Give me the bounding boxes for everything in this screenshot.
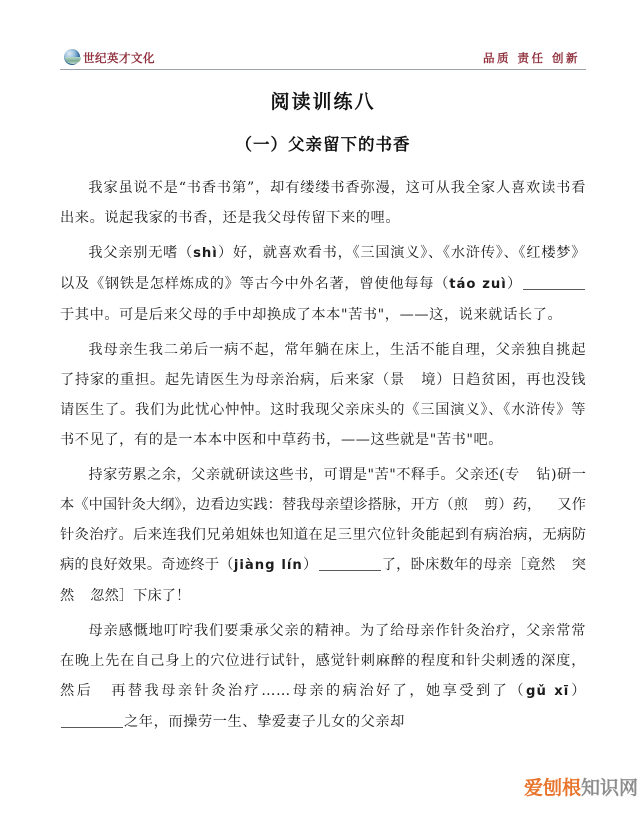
page-header [60,44,586,66]
text-run: ） [569,683,586,699]
text-run: 母亲感慨地叮咛我们要秉承父亲的精神。为了给母亲作针灸治疗，父亲常常在晚上先在自己身上的穴位进行试针，感觉针刺麻醉的程度和针尖刺透的深度，然后 [60,623,586,699]
pinyin-guxi: gǔ xī [526,684,570,699]
fill-in-blank[interactable] [319,570,381,571]
brand-logo [64,49,155,66]
header-divider [60,69,586,70]
site-watermark [524,773,638,800]
text-run: 持家劳累之余，父亲就研读这些书，可谓是"苦"不释手。父亲还(专 [88,467,520,483]
paragraph-3 [60,335,586,455]
page-subtitle: （一）父亲留下的书香 [235,135,411,154]
text-run: 于其中。可是后来父母的手中却换成了本本"苦书"，——这，说来就话长了。 [60,307,563,323]
paragraph-5 [60,616,586,737]
text-run: 了，卧床数年的母亲［竟然 [381,557,556,573]
pinyin-shi: shì [193,246,218,261]
text-run: 我母亲生我二弟后一病不起，常年躺在床上，生活不能自理，父亲独自挑起了持家的重担。起先请医生为母亲治病，后来家（景 [60,342,586,388]
pinyin-taozui: táo zuì [449,277,507,292]
brand-name: 世纪英才文化 [83,50,155,65]
text-run: 之年，而操劳一生、挚爱妻子儿女的父亲却 [124,714,405,730]
header-slogan: 品质 责任 创新 [482,51,580,65]
fill-in-blank[interactable] [61,727,123,728]
watermark-brand: 爱刨根 [523,777,581,799]
globe-icon [64,49,81,66]
watermark-suffix: 知识网 [580,777,638,799]
text-run: 又作针灸治疗。后来连我们兄弟姐妹也知道在足三里穴位针灸能起到有病治病，无病防病的良好效果。奇迹终于（ [60,497,586,573]
text-run: 再替我母亲针灸治疗……母亲的病治好了，她享受到了（ [109,683,526,699]
paragraph-4 [60,460,586,611]
text-run: 剪）药， [484,497,542,513]
fill-in-blank[interactable] [523,289,585,290]
text-run: 忽然］下床了！ [90,588,191,604]
text-run: ） [302,557,318,573]
text-run: 钻)研一本《中国针灸大纲》，边看边实践：替我母亲望诊搭脉，开方（煎 [60,467,586,513]
paragraph-1: 我家虽说不是“书香书第”，却有缕缕书香弥漫，这可从我全家人喜欢读书看出来。说起我家的书香，还是我父母传留下来的哩。 [60,180,586,226]
page-title: 阅读训练八 [270,91,376,113]
article-body [60,173,586,737]
text-run: 突然 [60,557,586,604]
text-run: 我父亲别无嗜（ [88,245,194,261]
pinyin-jianglin: jiàng lín [233,558,303,573]
text-run: ）好，就喜欢看书，《三国演义》、《水浒传》、《红楼梦》以及《钢铁是怎样炼成的》等古今中外名著，曾使他每每（ [60,245,587,292]
text-run: 境）日趋贫困，再也没钱请医生了。我们为此忧心忡忡。这时我现父亲床头的《三国演义》、《水浒传》等书不见了，有的是一本本中医和中草药书，——这些就是"苦书"吧。 [60,372,586,448]
text-run: ） [506,276,522,292]
paragraph-2 [60,238,586,330]
